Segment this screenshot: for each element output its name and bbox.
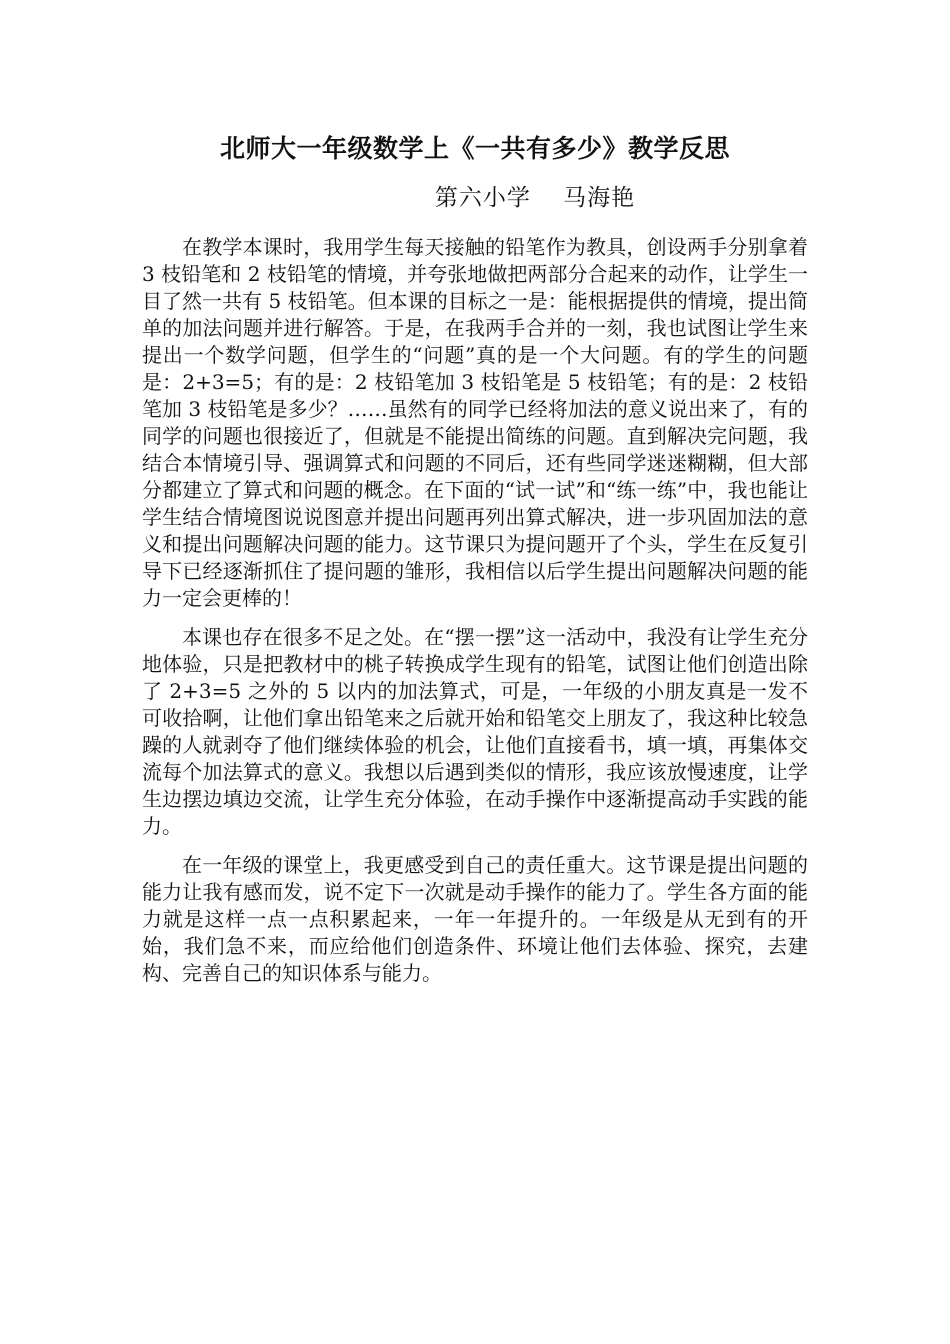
paragraph-3: 在一年级的课堂上，我更感受到自己的责任重大。这节课是提出问题的能力让我有感而发，说不定下一次就是动手操作的能力了。学生各方面的能力就是这样一点一点积累起来，一年一年提升的。一年级是从无到有的开始，我们急不来，而应给他们创造条件、环境让他们去体验、探究，去建构、完善自己的知识体系与能力。 bbox=[142, 853, 808, 985]
document-body bbox=[142, 234, 808, 987]
document-author: 第六小学 马海艳 bbox=[434, 185, 636, 211]
paragraph-1: 在教学本课时，我用学生每天接触的铅笔作为教具，创设两手分别拿着 3 枝铅笔和 2 枝铅笔的情境，并夸张地做把两部分合起来的动作，让学生一目了然一共有 5 枝铅笔。但本课的目标之一是：能根据提供的情境，提出简单的加法问题并进行解答。于是，在我两手合并的一刻，我也试图让学生来提出一个数学问题，但学生的“问题”真的是一个大问题。有的学生的问题是：2+3=5；有的是：2 枝铅笔加 3 枝铅笔是 5 枝铅笔；有的是：2 枝铅笔加 3 枝铅笔是多少？……虽然有的同学已经将加法的意义说出来了，有的同学的问题也很接近了，但就是不能提出简练的问题。直到解决完问题，我结合本情境引导、强调算式和问题的不同后，还有些同学迷迷糊糊，但大部分都建立了算式和问题的概念。在下面的“试一试”和“练一练”中，我也能让学生结合情境图说说图意并提出问题再列出算式解决，进一步巩固加法的意义和提出问题解决问题的能力。这节课只为提问题开了个头，学生在反复引导下已经逐渐抓住了提问题的雏形，我相信以后学生提出问题解决问题的能力一定会更棒的！ bbox=[142, 235, 808, 610]
paragraph-2: 本课也存在很多不足之处。在“摆一摆”这一活动中，我没有让学生充分地体验，只是把教材中的桃子转换成学生现有的铅笔，试图让他们创造出除了 2+3=5 之外的 5 以内的加法算式，可是，一年级的小朋友真是一发不可收拾啊，让他们拿出铅笔来之后就开始和铅笔交上朋友了，我这种比较急躁的人就剥夺了他们继续体验的机会，让他们直接看书，填一填，再集体交流每个加法算式的意义。我想以后遇到类似的情形，我应该放慢速度，让学生边摆边填边交流，让学生充分体验，在动手操作中逐渐提高动手实践的能力。 bbox=[142, 625, 808, 838]
document-title: 北师大一年级数学上《一共有多少》教学反思 bbox=[219, 134, 730, 163]
